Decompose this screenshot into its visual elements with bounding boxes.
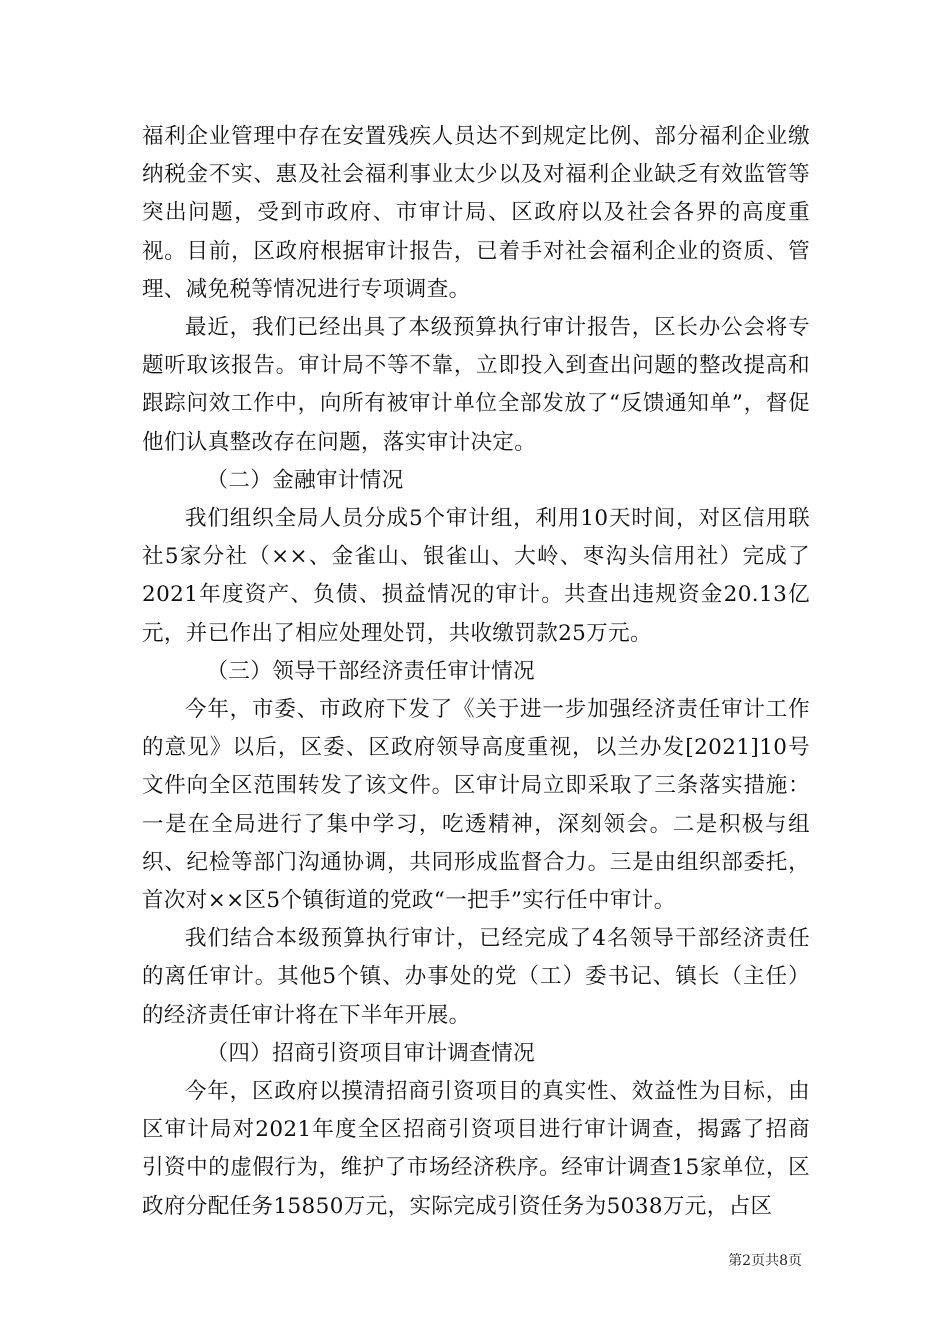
section-heading-financial-audit: （二）金融审计情况 (206, 467, 404, 493)
document-body (142, 118, 810, 1226)
section-heading-investment-audit: （四）招商引资项目审计调查情况 (206, 1040, 536, 1066)
section-heading-leadership-audit: （三）领导干部经济责任审计情况 (206, 658, 536, 684)
paragraph-leadership-audit: 今年，市委、市政府下发了《关于进一步加强经济责任审计工作的意见》以后，区委、区政府领导高度重视，以兰办发[2021]10号文件向全区范围转发了该文件。区审计局立即采取了三条落实措施：一是在全局进行了集中学习，吃透精神，深刻领会。二是积极与组织、纪检等部门沟通协调，共同形成监督合力。三是由组织部委托，首次对××区5个镇街道的党政“一把手”实行任中审计。 (142, 697, 810, 914)
paragraph-investment-audit: 今年，区政府以摸清招商引资项目的真实性、效益性为目标，由区审计局对2021年度全区招商引资项目进行审计调查，揭露了招商引资中的虚假行为，维护了市场经济秩序。经审计调查15家单位，区政府分配任务15850万元，实际完成引资任务为5038万元，占区 (142, 1079, 810, 1219)
paragraph-financial-audit: 我们组织全局人员分成5个审计组，利用10天时间，对区信用联社5家分社（××、金雀山、银雀山、大岭、枣沟头信用社）完成了2021年度资产、负债、损益情况的审计。共查出违规资金20.13亿元，并已作出了相应处理处罚，共收缴罚款25万元。 (142, 506, 810, 646)
paragraph-departure-audit: 我们结合本级预算执行审计，已经完成了4名领导干部经济责任的离任审计。其他5个镇、办事处的党（工）委书记、镇长（主任）的经济责任审计将在下半年开展。 (142, 926, 810, 1028)
paragraph-welfare-issues: 福利企业管理中存在安置残疾人员达不到规定比例、部分福利企业缴纳税金不实、惠及社会福利事业太少以及对福利企业缺乏有效监管等突出问题，受到市政府、市审计局、区政府以及社会各界的高度重视。目前，区政府根据审计报告，已着手对社会福利企业的资质、管理、减免税等情况进行专项调查。 (142, 124, 810, 302)
paragraph-budget-report: 最近，我们已经出具了本级预算执行审计报告，区长办公会将专题听取该报告。审计局不等不靠，立即投入到查出问题的整改提高和跟踪问效工作中，向所有被审计单位全部发放了“反馈通知单”，督促他们认真整改存在问题，落实审计决定。 (142, 315, 810, 455)
page-number: 第2页共8页 (728, 1253, 802, 1269)
